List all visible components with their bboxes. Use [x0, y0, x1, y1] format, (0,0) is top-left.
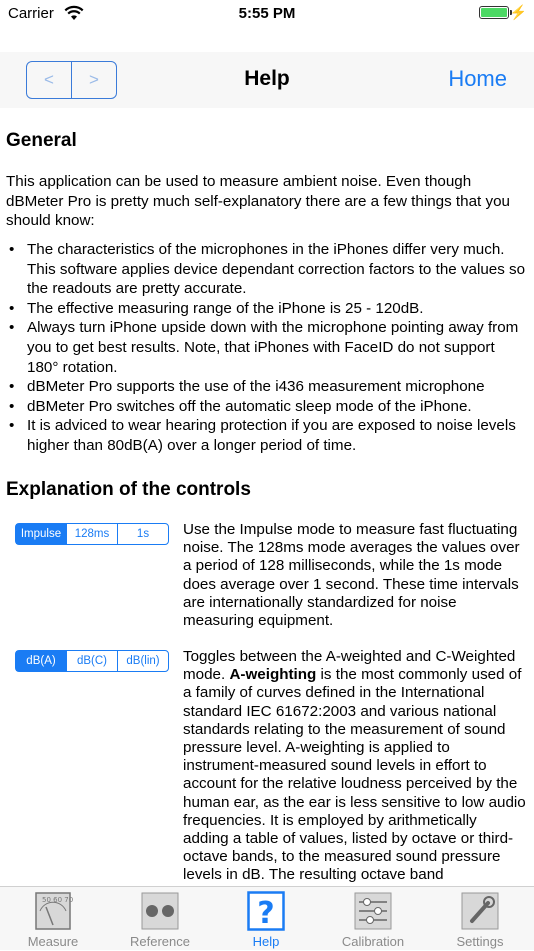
list-item: • Always turn iPhone upside down with the microphone pointing away from you to get best results. Note, that iPhones with FaceID do not support 180° rotation.	[6, 318, 526, 377]
list-item: • dBMeter Pro switches off the automatic sleep mode of the iPhone.	[6, 397, 526, 417]
back-button[interactable]: <	[27, 62, 72, 98]
weighting-text-body: is the most commonly used of a family of curves defined in the International standard IEC 61672:2003 and various national standards relating to the measurement of sound pressure level. A-weighting is applied to instrument-measured sound levels in effort to account for the relative loudness perceived by the human ear, as the ear is less sensitive to low audio frequencies. It is employed by arithmetically adding a table of values, listed by octave or third-octave bands, to the measured sound pressure levels in dB. The resulting octave band	[183, 666, 526, 884]
charging-bolt-icon: ⚡	[509, 4, 527, 20]
1s-segment[interactable]: 1s	[117, 524, 168, 544]
navigation-bar	[0, 52, 534, 108]
list-item: • It is adviced to wear hearing protection if you are exposed to noise levels higher than 80dB(A) over a longer period of time.	[6, 416, 526, 455]
dba-segment[interactable]: dB(A)	[16, 651, 66, 671]
tab-measure-label: Measure	[27, 934, 79, 949]
tab-help-label: Help	[252, 934, 280, 949]
sliders-icon	[354, 891, 392, 931]
weighting-segmented-control	[15, 650, 169, 672]
forward-button[interactable]: >	[89, 70, 99, 89]
tab-bar	[0, 886, 534, 950]
home-button[interactable]: Home	[448, 66, 507, 91]
128ms-segment[interactable]: 128ms	[66, 524, 117, 544]
tab-reference-label: Reference	[130, 934, 190, 949]
weighting-description	[183, 648, 526, 903]
svg-text:50 60 70: 50 60 70	[42, 896, 74, 904]
help-content[interactable]	[0, 108, 534, 886]
status-bar	[0, 0, 534, 30]
tab-help[interactable]	[213, 887, 319, 951]
dbc-segment[interactable]: dB(C)	[66, 651, 117, 671]
general-bullet-list	[6, 240, 526, 456]
tab-calibration-label: Calibration	[341, 934, 405, 949]
response-mode-segmented-control	[15, 523, 169, 545]
meter-icon	[34, 891, 72, 931]
page-title: Help	[244, 67, 290, 90]
battery-icon	[479, 6, 509, 19]
response-mode-description: Use the Impulse mode to measure fast fluctuating noise. The 128ms mode averages the values over a period of 128 milliseconds, while the 1s mode does average over 1 second. These time intervals are internationally standardized for noise measuring equipment.	[183, 521, 520, 630]
carrier-label: Carrier	[8, 5, 54, 22]
reference-icon	[141, 891, 179, 931]
tab-calibration[interactable]	[320, 887, 426, 951]
general-intro: This application can be used to measure ambient noise. Even though dBMeter Pro is pretty much self-explanatory there are a few things that you should know:	[6, 173, 510, 230]
list-item: • dBMeter Pro supports the use of the i436 measurement microphone	[6, 377, 526, 397]
weighting-text-intro: Toggles between the A-weighted and C-Weighted mode.	[183, 648, 516, 684]
impulse-segment[interactable]: Impulse	[16, 524, 66, 544]
general-heading: General	[6, 130, 77, 151]
list-item: • The characteristics of the microphones in the iPhones differ very much. This software applies device dependant correction factors to the values so the readouts are pretty accurate.	[6, 240, 526, 299]
tab-measure[interactable]	[0, 887, 106, 951]
wrench-icon	[461, 891, 499, 931]
a-weighting-term: A-weighting	[229, 666, 317, 684]
tab-settings-label: Settings	[456, 934, 504, 949]
tab-reference[interactable]	[107, 887, 213, 951]
question-icon	[247, 891, 285, 931]
svg-text:?: ?	[257, 896, 275, 931]
clock: 5:55 PM	[238, 5, 296, 22]
dblin-segment[interactable]: dB(lin)	[117, 651, 168, 671]
controls-heading: Explanation of the controls	[6, 479, 251, 500]
list-item: • The effective measuring range of the iPhone is 25 - 120dB.	[6, 299, 526, 319]
tab-settings[interactable]	[427, 887, 533, 951]
